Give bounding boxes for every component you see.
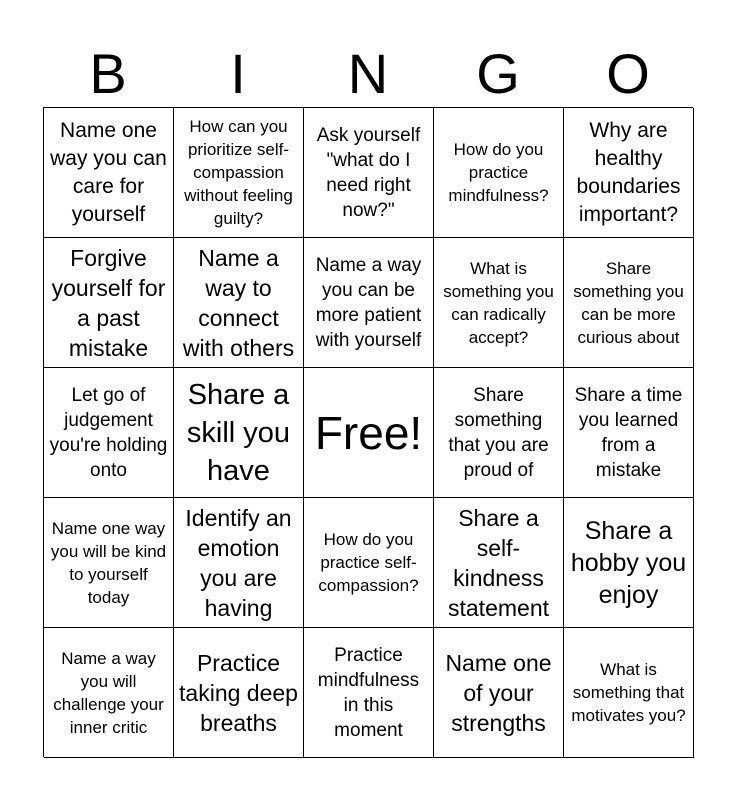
header-letter-i: I [230, 42, 246, 105]
free-space-text: Free! [314, 406, 423, 459]
header-letter-b: B [89, 42, 127, 105]
bingo-cell-r3-c2[interactable] [174, 368, 304, 498]
cell-text: What is something that motivates you? [571, 660, 686, 725]
cell-text: Practice mindfulness in this moment [317, 644, 420, 741]
bingo-cell-r5-c4[interactable] [434, 628, 564, 758]
cell-text: Name a way you will challenge your inner critic [53, 648, 164, 737]
bingo-cell-r1-c5[interactable] [564, 108, 694, 238]
cell-text: Share a skill you have [186, 378, 291, 487]
bingo-board [43, 107, 693, 757]
bingo-cell-r1-c3[interactable] [304, 108, 434, 238]
bingo-cell-r1-c2[interactable] [174, 108, 304, 238]
cell-text: Name a way you can be more patient with yourself [315, 254, 422, 351]
cell-text: Share something you can be more curious about [573, 258, 684, 347]
bingo-cell-r3-c1[interactable] [44, 368, 174, 498]
cell-text: Name one way you will be kind to yourself today [50, 518, 167, 607]
cell-text: What is something you can radically accept? [443, 258, 554, 347]
bingo-cell-r4-c2[interactable] [174, 498, 304, 628]
bingo-cell-r5-c2[interactable] [174, 628, 304, 758]
cell-text: Share a hobby you enjoy [570, 516, 687, 609]
cell-text: Share a time you learned from a mistake [574, 384, 683, 481]
cell-text: How can you prioritize self-compassion without feeling guilty? [184, 117, 293, 228]
header-letter-o: O [606, 42, 650, 105]
bingo-cell-r2-c2[interactable] [174, 238, 304, 368]
header-letter-g: G [476, 42, 520, 105]
bingo-cell-r2-c4[interactable] [434, 238, 564, 368]
bingo-cell-r2-c1[interactable] [44, 238, 174, 368]
bingo-cell-r5-c1[interactable] [44, 628, 174, 758]
bingo-cell-r5-c5[interactable] [564, 628, 694, 758]
bingo-cell-r3-c5[interactable] [564, 368, 694, 498]
bingo-cell-r4-c5[interactable] [564, 498, 694, 628]
cell-text: Identify an emotion you are having [185, 504, 292, 621]
bingo-cell-free[interactable] [304, 368, 434, 498]
cell-text: Share something that you are proud of [448, 384, 549, 481]
cell-text: Name a way to connect with others [182, 244, 295, 361]
bingo-cell-r3-c4[interactable] [434, 368, 564, 498]
cell-text: Share a self-kindness statement [448, 504, 549, 621]
bingo-cell-r5-c3[interactable] [304, 628, 434, 758]
bingo-cell-r2-c5[interactable] [564, 238, 694, 368]
bingo-cell-r2-c3[interactable] [304, 238, 434, 368]
bingo-cell-r4-c3[interactable] [304, 498, 434, 628]
cell-text: Why are healthy boundaries important? [576, 118, 681, 226]
bingo-cell-r4-c1[interactable] [44, 498, 174, 628]
cell-text: Let go of judgement you're holding onto [49, 384, 168, 481]
cell-text: Ask yourself "what do I need right now?" [316, 124, 421, 221]
cell-text: Forgive yourself for a past mistake [51, 244, 166, 361]
bingo-cell-r1-c1[interactable] [44, 108, 174, 238]
cell-text: How do you practice self-compassion? [318, 530, 419, 595]
cell-text: Name one of your strengths [445, 649, 552, 736]
bingo-header [43, 40, 693, 108]
cell-text: Name one way you can care for yourself [50, 118, 167, 226]
cell-text: How do you practice mindfulness? [448, 140, 549, 205]
bingo-cell-r1-c4[interactable] [434, 108, 564, 238]
cell-text: Practice taking deep breaths [179, 649, 298, 736]
header-letter-n: N [347, 42, 389, 105]
bingo-cell-r4-c4[interactable] [434, 498, 564, 628]
